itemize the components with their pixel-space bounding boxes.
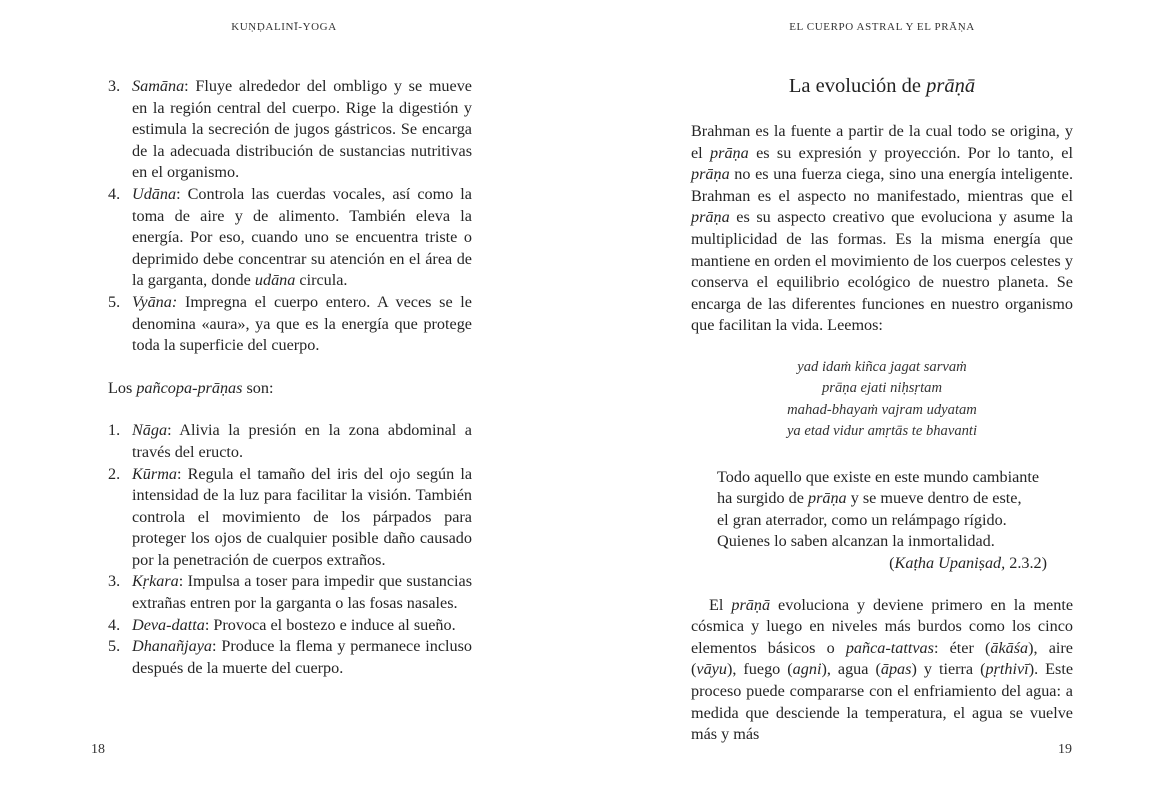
list-item (108, 292, 472, 357)
verse-line: prāṇa ejati niḥsṛtam (822, 380, 942, 397)
vayu-list-b (108, 420, 472, 679)
citation: (Kaṭha Upaniṣad, 2.3.2) (889, 553, 1047, 572)
list-number: 4. (108, 184, 121, 203)
term: Nāga (132, 421, 168, 440)
list-item (108, 184, 472, 292)
vayu-list-a (108, 76, 472, 357)
running-head-left: KUṆḌALINĪ-YOGA (231, 21, 337, 33)
right-page (580, 0, 1159, 797)
item-text: : Produce la flema y permanece incluso después de la muerte del cuerpo. (132, 637, 472, 677)
term: Samāna (132, 77, 185, 95)
verse-line: mahad-bhayaṁ vajram udyatam (787, 401, 977, 418)
verse-line: yad idaṁ kiñca jagat sarvaṁ (797, 358, 967, 375)
running-head-right: EL CUERPO ASTRAL Y EL PRĀṆA (789, 21, 975, 33)
item-text: : Impulsa a toser para impedir que sustancias extrañas entren por la garganta o las fosas nasales. (132, 572, 472, 613)
list-item (108, 464, 472, 572)
title-term: prāṇā (926, 75, 976, 97)
list-item (108, 615, 472, 637)
term: Vyāna: (132, 292, 178, 311)
sanskrit-verse (691, 357, 1073, 443)
page-number-left: 18 (91, 742, 105, 757)
list-number: 2. (108, 464, 121, 483)
list-item (108, 571, 472, 614)
translation-line: el gran aterrador, como un relámpago rígido. (717, 510, 1007, 529)
verse-translation (717, 467, 1047, 575)
translation-line: ha surgido de prāṇa y se mueve dentro de este, (717, 489, 1022, 508)
term: udāna (254, 271, 296, 290)
item-text: circula. (295, 271, 348, 290)
list-number: 3. (108, 77, 121, 95)
term: Kūrma (132, 464, 177, 483)
section-title: La evolución de prāṇā (788, 75, 976, 97)
item-text: : Alivia la presión en la zona abdominal a través del eructo. (132, 421, 472, 461)
term: Deva-datta (132, 615, 205, 634)
translation-line: Quienes lo saben alcanzan la inmortalidad. (717, 532, 995, 551)
list-intro: Los pañcopa-prāṇas son: (108, 378, 274, 397)
item-text: : Regula el tamaño del iris del ojo según la intensidad de la luz para facilitar la visión. También controla el movimiento de los párpados para proteger los ojos de cualquier posible daño causado por la penetración de cuerpos extraños. (132, 464, 472, 569)
list-number: 5. (108, 637, 121, 656)
list-number: 4. (108, 615, 121, 634)
list-item (108, 76, 472, 184)
item-text: : Fluye alrededor del ombligo y se mueve en la región central del cuerpo. Rige la digestión y estimula la secreción de jugos gástricos. Se encarga de la adecuada distribución de sustancias nutritivas en el organismo. (132, 77, 472, 182)
term: pañcopa-prāṇas (136, 378, 243, 397)
term: Udāna (132, 184, 177, 203)
verse-line: ya etad vidur amṛtās te bhavanti (786, 423, 978, 440)
paragraph-2: El prāṇā evoluciona y deviene primero en la mente cósmica y luego en niveles más burdos como los cinco elementos básicos o pañca-tattvas: éter (ākāśa), aire (vāyu), fuego (agni), agua (āpas) y tierra (pṛthivī). Este proceso puede compararse con el enfriamiento del agua: a medida que desciende la temperatura, el agua se vuelve más y más (691, 595, 1074, 744)
left-page-body (108, 76, 472, 679)
list-number: 5. (108, 292, 121, 311)
item-text: Impregna el cuerpo entero. A veces se le denomina «aura», ya que es la energía que protege toda la superficie del cuerpo. (132, 292, 472, 355)
list-item (108, 636, 472, 679)
page-number-right: 19 (1058, 742, 1072, 757)
list-item (108, 420, 472, 463)
right-page-body (691, 72, 1073, 746)
paragraph-1: Brahman es la fuente a partir de la cual todo se origina, y el prāṇa es su expresión y proyección. Por lo tanto, el prāṇa no es una fuerza ciega, sino una energía inteligente. Brahman es el aspecto no manifestado, mientras que el prāṇa es su aspecto creativo que evoluciona y asume la multiplicidad de las formas. Es la misma energía que mantiene en orden el movimiento de los cuerpos celestes y conserva el equilibrio ecológico de nuestro planeta. Se encarga de las diferentes funciones en nuestro organismo que facilitan la vida. Leemos: (691, 122, 1073, 335)
list-number: 1. (108, 421, 121, 440)
term: Kṛkara (132, 572, 179, 591)
item-text: : Provoca el bostezo e induce al sueño. (204, 615, 456, 634)
item-text: : Controla las cuerdas vocales, así como la toma de aire y de alimento. También eleva la energía. Por eso, cuando uno se encuentra triste o deprimido debe concentrar su atención en el área de la garganta, donde (132, 184, 472, 290)
term: Dhanañjaya (132, 637, 213, 656)
translation-line: Todo aquello que existe en este mundo cambiante (717, 467, 1040, 486)
list-number: 3. (108, 572, 121, 591)
